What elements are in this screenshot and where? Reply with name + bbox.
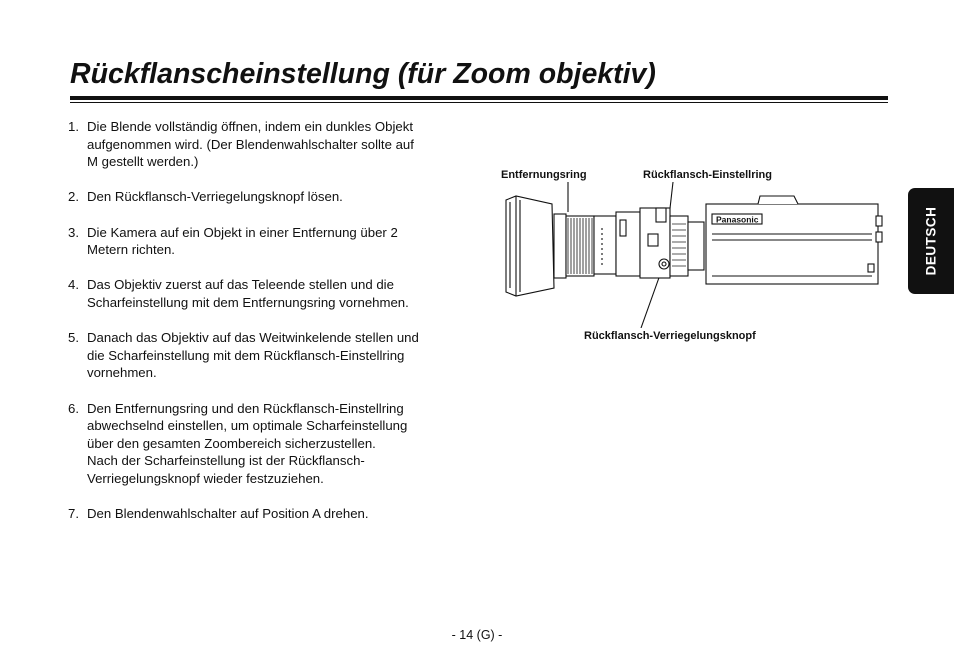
step-text (87, 188, 458, 206)
step-line: die Scharfeinstellung mit dem Rückflansch-Einstellring (87, 347, 405, 363)
language-tab (908, 188, 954, 294)
title-rule-thick (70, 96, 888, 100)
label-distance-ring: Entfernungsring (501, 169, 587, 181)
step-number: 1. (68, 119, 79, 134)
step-line: Metern richten. (87, 242, 175, 258)
language-tab-label: DEUTSCH (923, 206, 939, 276)
step-5 (68, 329, 458, 382)
step-6 (68, 400, 458, 488)
step-line: vornehmen. (87, 365, 157, 381)
leader-line-lock-knob (641, 272, 661, 328)
lock-knob (659, 259, 669, 269)
step-line: Den Rückflansch-Verriegelungsknopf lösen. (87, 189, 343, 205)
step-text (87, 400, 458, 488)
step-line: M gestellt werden.) (87, 154, 199, 170)
back-flange-ring (670, 216, 688, 276)
step-line: Die Blende vollständig öffnen, indem ein dunkles Objekt (87, 119, 413, 134)
title-rule-thin (70, 102, 888, 103)
lens-barrel-front (554, 214, 566, 278)
step-line: über den gesamten Zoombereich sicherzustellen. (87, 435, 376, 451)
page-title: Rückflanscheinstellung (für Zoom objektiv) (70, 58, 656, 90)
step-line: Die Kamera auf ein Objekt in einer Entfernung über 2 (87, 224, 398, 240)
page-number: - 14 (G) - (451, 628, 503, 642)
step-line: Scharfeinstellung mit dem Entfernungsring vornehmen. (87, 294, 409, 310)
step-line: Den Entfernungsring und den Rückflansch-Einstellring (87, 400, 404, 416)
step-number: 7. (68, 506, 79, 522)
step-3 (68, 224, 458, 259)
label-lock-knob: Rückflansch-Verriegelungsknopf (584, 330, 756, 342)
zoom-ring (594, 216, 616, 274)
step-text (87, 329, 458, 382)
step-text (87, 276, 458, 311)
step-line: Danach das Objektiv auf das Weitwinkelende stellen und (87, 330, 419, 346)
step-line: Das Objektiv zuerst auf das Teleende stellen und die (87, 277, 394, 293)
step-line: Nach der Scharfeinstellung ist der Rückflansch- (87, 453, 365, 469)
step-1 (68, 118, 458, 171)
step-line: Verriegelungsknopf wieder festzuziehen. (87, 470, 324, 486)
camera-brand-logo: Panasonic (716, 214, 759, 225)
step-text (87, 224, 458, 259)
step-2 (68, 188, 458, 206)
label-back-flange-ring: Rückflansch-Einstellring (643, 169, 772, 181)
step-line: aufgenommen wird. (Der Blendenwahlschalter sollte auf (87, 136, 414, 152)
instruction-list (68, 118, 458, 540)
step-number: 6. (68, 400, 79, 416)
lens-hood (506, 196, 554, 296)
step-number: 3. (68, 224, 79, 240)
step-number: 4. (68, 277, 79, 293)
camera-lens-illustration (498, 178, 888, 328)
lens-mount (688, 222, 704, 270)
step-number: 2. (68, 189, 79, 205)
step-text (87, 118, 458, 171)
step-4 (68, 276, 458, 311)
step-number: 5. (68, 330, 79, 346)
step-line: Den Blendenwahlschalter auf Position A drehen. (87, 506, 369, 522)
step-line: abwechselnd einstellen, um optimale Scharfeinstellung (87, 418, 408, 434)
step-7 (68, 505, 458, 523)
step-text (87, 505, 458, 523)
